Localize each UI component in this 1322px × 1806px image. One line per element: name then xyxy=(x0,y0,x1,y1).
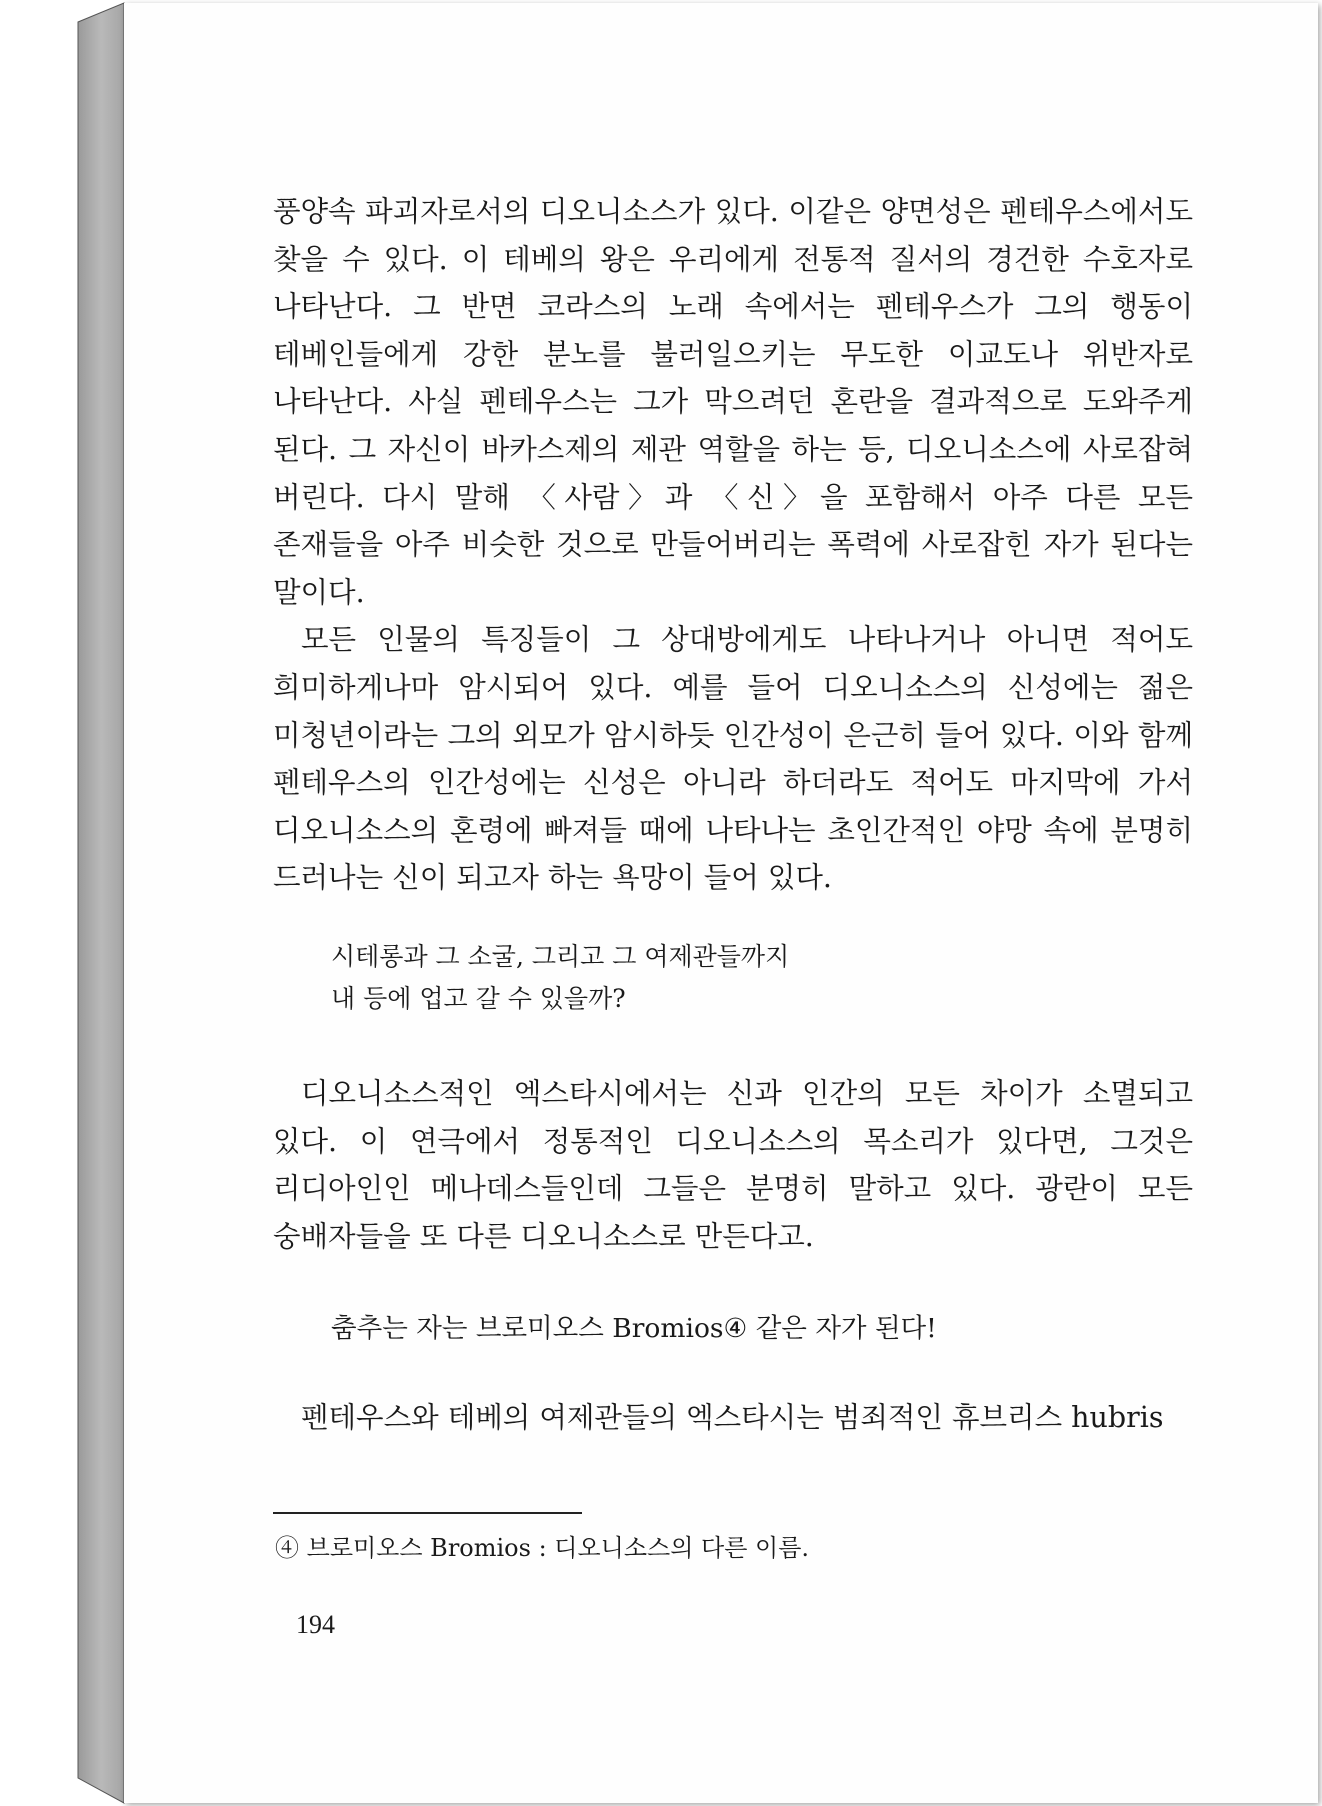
paragraph-3: 디오니소스적인 엑스타시에서는 신과 인간의 모든 차이가 소멸되고 있다. 이 연극에서 정통적인 디오니소스의 목소리가 있다면, 그것은 리디아인인 메나데스들인데 그들은 분명히 말하고 있다. 광란이 모든 숭배자들을 또 다른 디오니소스로 만든다고. xyxy=(273,1076,1193,1253)
paragraph-1: 풍양속 파괴자로서의 디오니소스가 있다. 이같은 양면성은 펜테우스에서도 찾을 수 있다. 이 테베의 왕은 우리에게 전통적 질서의 경건한 수호자로 나타난다. 그 반면 코라스의 노래 속에서는 펜테우스가 그의 행동이 테베인들에게 강한 분노를 불러일으키는 무도한 이교도나 위반자로 나타난다. 사실 펜테우스는 그가 막으려던 혼란을 결과적으로 도와주게 된다. 그 자신이 바카스제의 제관 역할을 하는 등, 디오니소스에 사로잡혀 버린다. 다시 말해 〈사람〉과 〈신〉을 포함해서 아주 다른 모든 존재들을 아주 비슷한 것으로 만들어버리는 폭력에 사로잡힌 자가 된다는 말이다. xyxy=(273,195,1193,609)
quote-line: 춤추는 자는 브로미오스 Bromios④ 같은 자가 된다! xyxy=(331,1313,937,1345)
verse-line-1: 시테롱과 그 소굴, 그리고 그 여제관들까지 xyxy=(331,941,790,971)
verse-line-2: 내 등에 업고 갈 수 있을까? xyxy=(331,983,626,1013)
footnote-rule xyxy=(273,1512,582,1514)
paragraph-4: 펜테우스와 테베의 여제관들의 엑스타시는 범죄적인 휴브리스 hubris xyxy=(301,1401,1164,1435)
paragraph-2: 모든 인물의 특징들이 그 상대방에게도 나타나거나 아니면 적어도 희미하게나마 암시되어 있다. 예를 들어 디오니소스의 신성에는 젊은 미청년이라는 그의 외모가 암시하듯 인간성이 은근히 들어 있다. 이와 함께 펜테우스의 인간성에는 신성은 아니라 하더라도 적어도 마지막에 가서 디오니소스의 혼령에 빠져들 때에 나타나는 초인간적인 야망 속에 분명히 드러나는 신이 되고자 하는 욕망이 들어 있다. xyxy=(273,623,1193,895)
footnote: ④ 브로미오스 Bromios : 디오니소스의 다른 이름. xyxy=(275,1534,810,1562)
page-number: 194 xyxy=(296,1610,335,1639)
page-body xyxy=(273,188,1193,1442)
